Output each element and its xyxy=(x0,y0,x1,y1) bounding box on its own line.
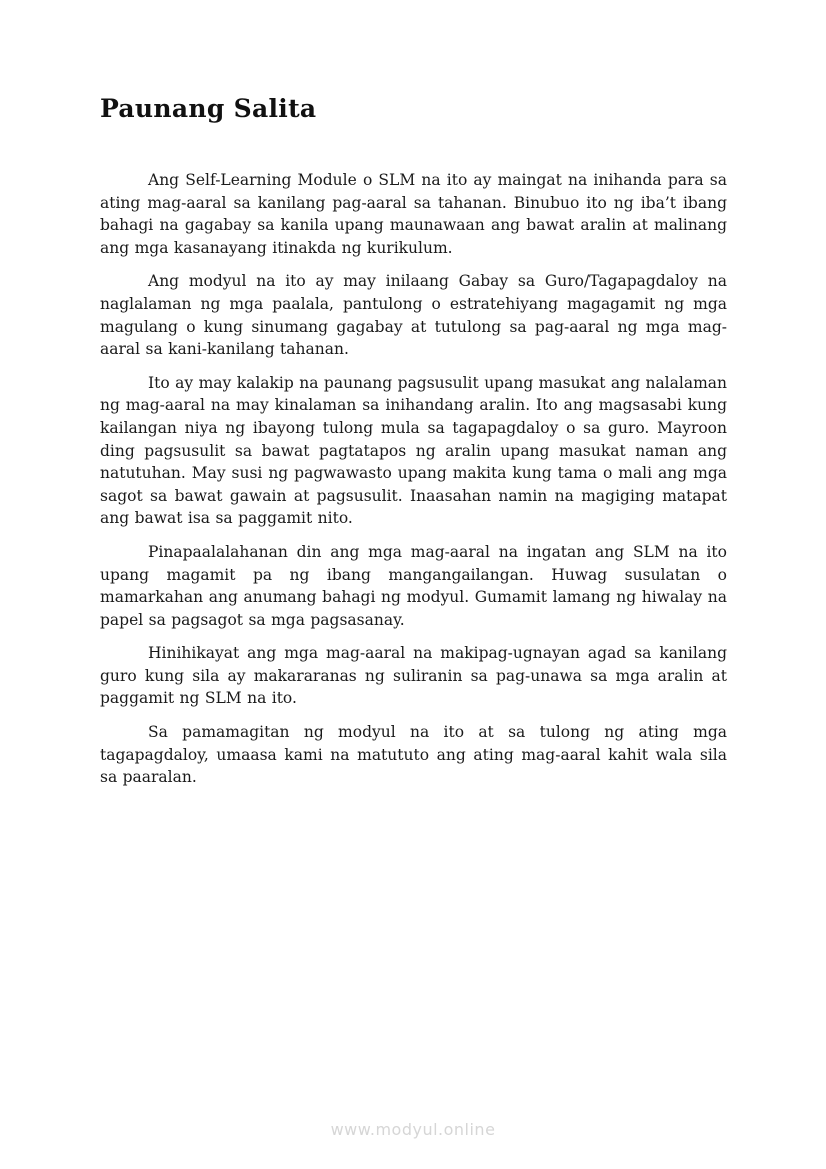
paragraph-2: Ang modyul na ito ay may inilaang Gabay sa Guro/Tagapagdaloy na naglalaman ng mga paalala, pantulong o estratehiyang magagamit ng mga magulang o kung sinumang gagabay at tutulong sa pag-aaral ng mga mag-aaral sa kani-kanilang tahanan. xyxy=(100,272,727,359)
paragraph-1: Ang Self-Learning Module o SLM na ito ay maingat na inihanda para sa ating mag-aaral sa kanilang pag-aaral sa tahanan. Binubuo ito ng iba’t ibang bahagi na gagabay sa kanila upang maunawaan ang bawat aralin at malinang ang mga kasanayang itinakda ng kurikulum. xyxy=(100,171,727,257)
watermark-url: www.modyul.online xyxy=(330,1120,496,1139)
document-body xyxy=(100,169,727,789)
page-title: Paunang Salita xyxy=(100,94,317,123)
paragraph-4: Pinapaalalahanan din ang mga mag-aaral na ingatan ang SLM na ito upang magamit pa ng ibang mangangailangan. Huwag susulatan o mamarkahan ang anumang bahagi ng modyul. Gumamit lamang ng hiwalay na papel sa pagsagot sa mga pagsasanay. xyxy=(100,542,727,629)
paragraph-5: Hinihikayat ang mga mag-aaral na makipag-ugnayan agad sa kanilang guro kung sila ay makararanas ng suliranin sa pag-unawa sa mga aralin at paggamit ng SLM na ito. xyxy=(100,644,727,708)
paragraph-6: Sa pamamagitan ng modyul na ito at sa tulong ng ating mga tagapagdaloy, umaasa kami na matututo ang ating mag-aaral kahit wala sila sa paaralan. xyxy=(100,723,727,787)
paragraph-3: Ito ay may kalakip na paunang pagsusulit upang masukat ang nalalaman ng mag-aaral na may kinalaman sa inihandang aralin. Ito ang magsasabi kung kailangan niya ng ibayong tulong mula sa tagapagdaloy o sa guro. Mayroon ding pagsusulit sa bawat pagtatapos ng aralin upang masukat naman ang natutuhan. May susi ng pagwawasto upang makita kung tama o mali ang mga sagot sa bawat gawain at pagsusulit. Inaasahan namin na magiging matapat ang bawat isa sa paggamit nito. xyxy=(100,373,727,528)
